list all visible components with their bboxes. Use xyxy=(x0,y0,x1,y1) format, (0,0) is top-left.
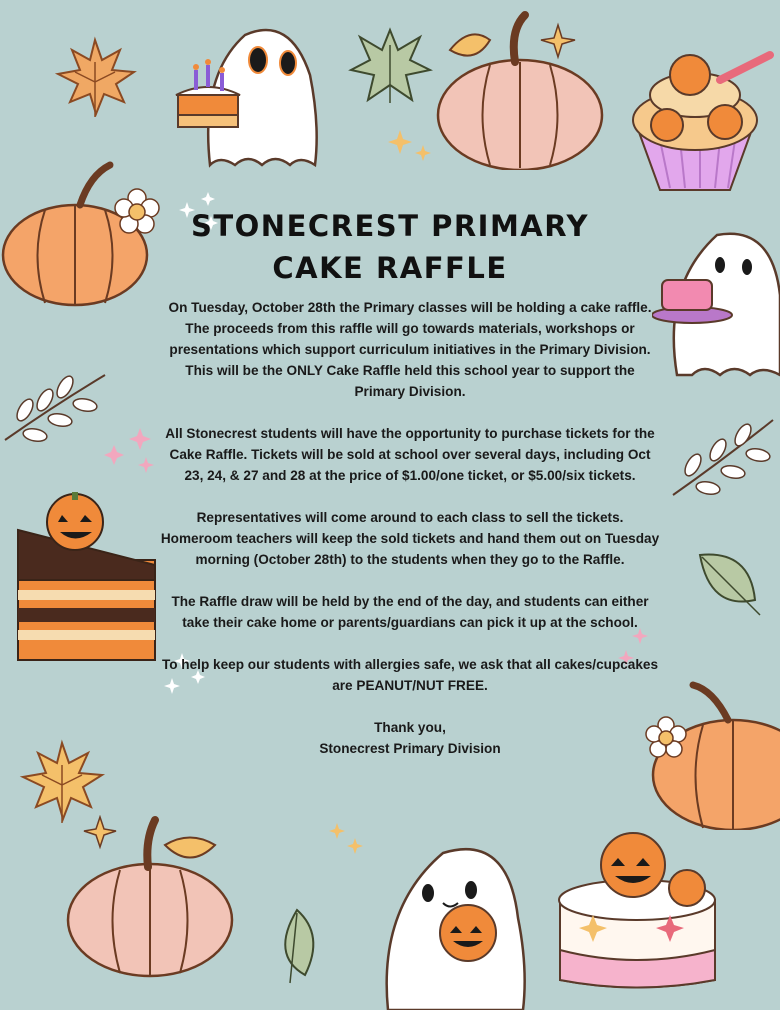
paragraph-allergies: To help keep our students with allergies safe, we ask that all cakes/cupcakes are PEANUT/NUT FREE. xyxy=(161,657,659,693)
sparkle-icon xyxy=(325,818,370,863)
title-line-2: CAKE RAFFLE xyxy=(272,251,508,285)
paragraph-event-info: On Tuesday, October 28th the Primary classes will be holding a cake raffle. The proceeds from this raffle will go towards materials, workshops or presentations which support curriculum initiatives in the Primary Division. This will be the ONLY Cake Raffle held this school year to support the Primary Division. xyxy=(168,300,652,399)
leaf-branch-icon xyxy=(668,410,778,500)
cake-slice-icon xyxy=(10,490,160,670)
pink-pumpkin-icon xyxy=(60,815,240,980)
signoff-signature: Stonecrest Primary Division xyxy=(319,741,501,756)
green-leaf-icon xyxy=(348,25,433,105)
title-line-1: STONECREST PRIMARY xyxy=(190,209,589,243)
green-leaf-icon xyxy=(690,545,765,620)
leaf-branch-icon xyxy=(0,365,110,445)
announcement-body xyxy=(160,297,660,759)
page-title xyxy=(0,205,780,289)
cupcake-icon xyxy=(625,40,775,200)
maple-leaf-icon xyxy=(50,32,140,122)
sparkle-icon xyxy=(385,125,435,170)
paragraph-raffle-draw: The Raffle draw will be held by the end of the day, and students can either take their cake home or parents/guardians can pick it up at the school. xyxy=(171,594,649,630)
paragraph-tickets: All Stonecrest students will have the opportunity to purchase tickets for the Cake Raffle. Tickets will be sold at school over several days, including Oct 23, 24, & 27 and 28 at the price of $1.00/one ticket, or $5.00/six tickets. xyxy=(165,426,655,483)
signoff-thank-you: Thank you, xyxy=(374,720,446,735)
sparkle-icon xyxy=(100,425,165,480)
birthday-cake-icon xyxy=(555,830,725,990)
pink-pumpkin-icon xyxy=(430,10,610,170)
ghost-with-cake-icon xyxy=(170,15,330,175)
ghost-with-pumpkin-icon xyxy=(368,838,533,1010)
green-leaf-icon xyxy=(265,905,330,985)
paragraph-representatives: Representatives will come around to each class to sell the tickets. Homeroom teachers will keep the sold tickets and hand them out on Tuesday morning (October 28th) to the students when they go to the Raffle. xyxy=(160,510,660,567)
maple-leaf-icon xyxy=(15,735,110,825)
